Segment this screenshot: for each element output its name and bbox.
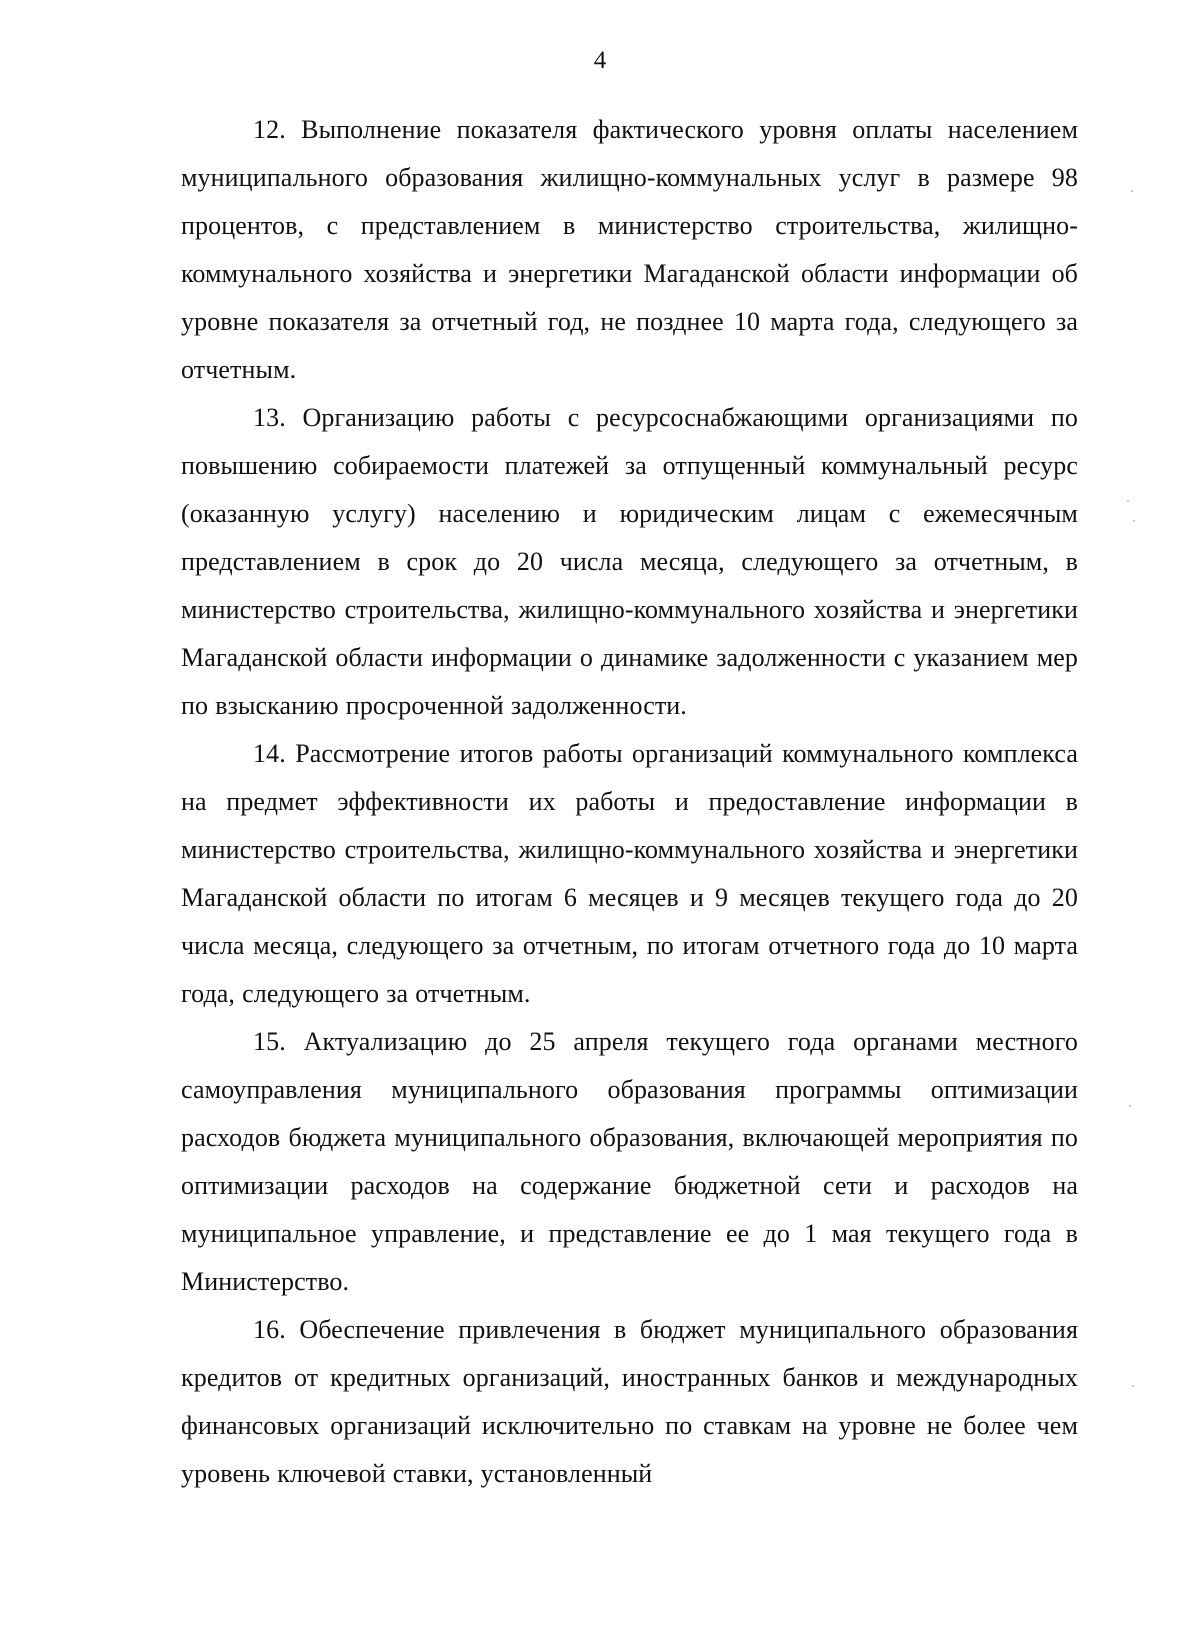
paragraph-15: 15. Актуализацию до 25 апреля текущего года органами местного самоуправления муниципального образования программы оптимизации расходов бюджета муниципального образования, включающей мероприятия по оптимизации расходов на содержание бюджетной сети и расходов на муниципальное управление, и представление ее до 1 мая текущего года в Министерство. xyxy=(181,1027,1078,1296)
scan-speck xyxy=(1129,1105,1131,1107)
paragraph-13: 13. Организацию работы с ресурсоснабжающими организациями по повышению собираемости платежей за отпущенный коммунальный ресурс (оказанную услугу) населению и юридическим лицам с ежемесячным представлением в срок до 20 числа месяца, следующего за отчетным, в министерство строительства, жилищно-коммунального хозяйства и энергетики Магаданской области информации о динамике задолженности с указанием мер по взысканию просроченной задолженности. xyxy=(181,403,1078,720)
page-number: 4 xyxy=(593,47,607,74)
scan-speck xyxy=(1127,500,1129,502)
paragraph-16: 16. Обеспечение привлечения в бюджет муниципального образования кредитов от кредитных организаций, иностранных банков и международных финансовых организаций исключительно по ставкам на уровне не более чем уровень ключевой ставки, установленный xyxy=(181,1315,1078,1488)
scan-speck xyxy=(1131,190,1133,192)
paragraph-12: 12. Выполнение показателя фактического уровня оплаты населением муниципального образования жилищно-коммунальных услуг в размере 98 процентов, с представлением в министерство строительства, жилищно-коммунального хозяйства и энергетики Магаданской области информации об уровне показателя за отчетный год, не позднее 10 марта года, следующего за отчетным. xyxy=(181,115,1078,384)
paragraph-14: 14. Рассмотрение итогов работы организаций коммунального комплекса на предмет эффективности их работы и предоставление информации в министерство строительства, жилищно-коммунального хозяйства и энергетики Магаданской области по итогам 6 месяцев и 9 месяцев текущего года до 20 числа месяца, следующего за отчетным, по итогам отчетного года до 10 марта года, следующего за отчетным. xyxy=(181,739,1078,1008)
document-body xyxy=(181,106,1078,1498)
scan-speck xyxy=(1133,520,1135,522)
scan-speck xyxy=(1132,1385,1134,1387)
